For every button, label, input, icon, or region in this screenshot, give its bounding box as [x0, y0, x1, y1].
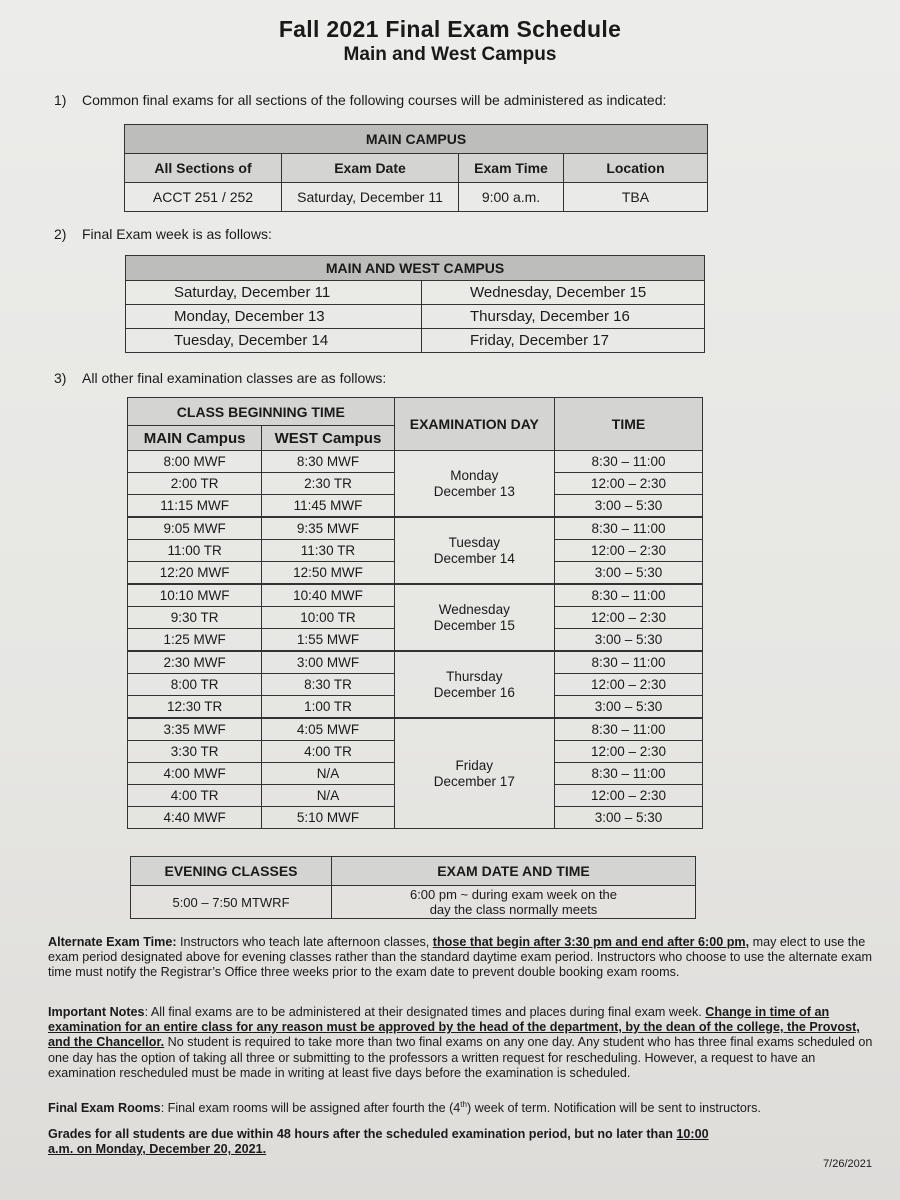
paragraph-text: : Final exam rooms will be assigned after fourth the (4	[160, 1101, 461, 1116]
column-header: Exam Time	[459, 154, 564, 183]
section-number: 2)	[54, 226, 67, 242]
underlined-text: those that begin after 3:30 pm and end after 6:00 pm,	[432, 935, 750, 949]
exam-time: 8:30 – 11:00	[555, 763, 703, 785]
main-campus-table	[124, 124, 708, 212]
paragraph-text: : All final exams are to be administered at their designated times and places during final exam week.	[144, 1005, 706, 1019]
table-heading: MAIN CAMPUS	[125, 125, 708, 154]
table-cell: Saturday, December 11	[126, 281, 422, 305]
exam-day-name: Thursday	[446, 668, 503, 684]
paragraph-label: Alternate Exam Time:	[48, 935, 177, 949]
table-row	[128, 451, 703, 473]
exam-day-name: Monday	[450, 467, 499, 483]
main-campus-time: 2:00 TR	[128, 473, 262, 495]
west-campus-time: N/A	[262, 785, 394, 807]
column-header: Location	[564, 154, 708, 183]
examination-day-header: EXAMINATION DAY	[394, 398, 554, 451]
west-campus-time: 9:35 MWF	[262, 517, 394, 540]
table-cell: 6:00 pm ~ during exam week on the day the class normally meets	[332, 886, 696, 919]
exam-day-date: December 17	[433, 773, 515, 789]
main-campus-time: 9:30 TR	[128, 607, 262, 629]
main-campus-time: 3:35 MWF	[128, 718, 262, 741]
main-campus-header: MAIN Campus	[128, 426, 262, 451]
paragraph-text: may elect to use the exam period designated above for evening classes rather than the standard daytime exam period. Instructors who choose to use the alternate exam time must notify the Registrar’s Office three weeks prior to the exam date to prevent double booking exam rooms.	[48, 935, 872, 980]
section-number: 1)	[54, 92, 67, 108]
exam-day-date: December 16	[433, 684, 515, 700]
exam-day-date: December 13	[433, 483, 515, 499]
underlined-text: 10:00 a.m. on Monday, December 20, 2021.	[48, 1127, 709, 1157]
paragraph-label: Final Exam Rooms	[48, 1101, 161, 1116]
main-campus-time: 12:30 TR	[128, 696, 262, 719]
main-campus-time: 8:00 MWF	[128, 451, 262, 473]
west-campus-header: WEST Campus	[262, 426, 394, 451]
exam-time: 3:00 – 5:30	[555, 562, 703, 585]
table-heading: MAIN AND WEST CAMPUS	[126, 256, 705, 281]
main-campus-time: 2:30 MWF	[128, 651, 262, 674]
section-number: 3)	[54, 370, 67, 386]
exam-time: 12:00 – 2:30	[555, 674, 703, 696]
paragraph-text: ) week of term. Notification will be sent to instructors.	[466, 1101, 761, 1116]
section-text: Final Exam week is as follows:	[82, 226, 272, 242]
underlined-text: Change in time of an examination for an entire class for any reason must be approved by the head of the department, by the dean of the college, the Provost, and the Chancellor.	[48, 1005, 860, 1050]
table-cell: Saturday, December 11	[282, 183, 459, 212]
exam-week-table	[125, 255, 705, 353]
exam-day-name: Wednesday	[438, 601, 510, 617]
table-cell: 5:00 – 7:50 MTWRF	[131, 886, 332, 919]
exam-time: 12:00 – 2:30	[555, 785, 703, 807]
examination-day-cell	[394, 718, 554, 829]
table-cell: 9:00 a.m.	[459, 183, 564, 212]
west-campus-time: 2:30 TR	[262, 473, 394, 495]
west-campus-time: 11:30 TR	[262, 540, 394, 562]
paragraph-text: Instructors who teach late afternoon classes,	[176, 935, 433, 949]
west-campus-time: 8:30 TR	[262, 674, 394, 696]
important-notes-paragraph	[48, 1005, 880, 1081]
exam-day-name: Tuesday	[448, 534, 500, 550]
main-campus-time: 9:05 MWF	[128, 517, 262, 540]
main-campus-time: 10:10 MWF	[128, 584, 262, 607]
west-campus-time: 10:40 MWF	[262, 584, 394, 607]
west-campus-time: 1:55 MWF	[262, 629, 394, 652]
main-campus-time: 11:15 MWF	[128, 495, 262, 518]
exam-day-date: December 14	[433, 550, 515, 566]
table-row	[128, 718, 703, 741]
west-campus-time: 10:00 TR	[262, 607, 394, 629]
main-campus-time: 8:00 TR	[128, 674, 262, 696]
exam-time: 8:30 – 11:00	[555, 651, 703, 674]
examination-day-cell	[394, 651, 554, 718]
table-row	[126, 281, 705, 305]
exam-time: 8:30 – 11:00	[555, 718, 703, 741]
table-row	[131, 886, 696, 919]
exam-time: 12:00 – 2:30	[555, 473, 703, 495]
section-3-intro	[54, 370, 386, 386]
table-cell: Thursday, December 16	[422, 305, 705, 329]
exam-day-date: December 15	[433, 617, 515, 633]
main-campus-time: 4:00 TR	[128, 785, 262, 807]
exam-day-name: Friday	[455, 757, 494, 773]
main-campus-time: 12:20 MWF	[128, 562, 262, 585]
exam-time: 12:00 – 2:30	[555, 741, 703, 763]
examination-day-cell	[394, 451, 554, 518]
table-row	[128, 651, 703, 674]
main-campus-time: 4:00 MWF	[128, 763, 262, 785]
alternate-exam-time-paragraph	[48, 935, 880, 981]
grades-paragraph	[48, 1127, 728, 1157]
paragraph-text: Grades for all students are due within 48 hours after the scheduled examination period, but no later than	[48, 1127, 677, 1141]
section-2-intro	[54, 226, 272, 242]
paragraph-label: Important Notes	[48, 1005, 145, 1019]
superscript: th	[460, 1100, 467, 1109]
class-schedule-table	[127, 397, 703, 829]
main-campus-time: 1:25 MWF	[128, 629, 262, 652]
table-cell: Friday, December 17	[422, 329, 705, 353]
main-campus-time: 4:40 MWF	[128, 807, 262, 829]
page-subtitle: Main and West Campus	[343, 44, 557, 65]
exam-time: 8:30 – 11:00	[555, 451, 703, 473]
table-cell: TBA	[564, 183, 708, 212]
document-date: 7/26/2021	[823, 1158, 872, 1170]
table-row	[128, 517, 703, 540]
exam-time: 8:30 – 11:00	[555, 584, 703, 607]
exam-time: 3:00 – 5:30	[555, 495, 703, 518]
exam-time: 3:00 – 5:30	[555, 807, 703, 829]
section-1-intro	[54, 92, 666, 108]
west-campus-time: 11:45 MWF	[262, 495, 394, 518]
table-cell: Wednesday, December 15	[422, 281, 705, 305]
column-header: Exam Date	[282, 154, 459, 183]
table-cell: Tuesday, December 14	[126, 329, 422, 353]
exam-time: 12:00 – 2:30	[555, 607, 703, 629]
evening-classes-header: EVENING CLASSES	[131, 857, 332, 886]
west-campus-time: 1:00 TR	[262, 696, 394, 719]
exam-time: 12:00 – 2:30	[555, 540, 703, 562]
table-cell: Monday, December 13	[126, 305, 422, 329]
main-campus-time: 3:30 TR	[128, 741, 262, 763]
table-row	[126, 305, 705, 329]
west-campus-time: 8:30 MWF	[262, 451, 394, 473]
west-campus-time: N/A	[262, 763, 394, 785]
page-title: Fall 2021 Final Exam Schedule	[278, 16, 622, 42]
final-exam-rooms-paragraph	[48, 1097, 880, 1116]
examination-day-cell	[394, 584, 554, 651]
exam-time: 8:30 – 11:00	[555, 517, 703, 540]
west-campus-time: 4:00 TR	[262, 741, 394, 763]
table-row	[128, 584, 703, 607]
exam-time: 3:00 – 5:30	[555, 629, 703, 652]
class-beginning-time-header: CLASS BEGINNING TIME	[128, 398, 395, 426]
examination-day-cell	[394, 517, 554, 584]
west-campus-time: 3:00 MWF	[262, 651, 394, 674]
evening-classes-table	[130, 856, 696, 919]
west-campus-time: 5:10 MWF	[262, 807, 394, 829]
time-header: TIME	[555, 398, 703, 451]
table-row	[125, 183, 708, 212]
section-text: All other final examination classes are as follows:	[82, 370, 387, 386]
column-header: All Sections of	[125, 154, 282, 183]
exam-time: 3:00 – 5:30	[555, 696, 703, 719]
paragraph-text: No student is required to take more than two final exams on any one day. Any student who has three final exams scheduled on one day has the option of taking all three or submitting to the professors a written request for rescheduling. However, a request to have an examination rescheduled must be made in writing at least five days before the examination is scheduled.	[48, 1035, 873, 1080]
exam-date-time-header: EXAM DATE AND TIME	[332, 857, 696, 886]
west-campus-time: 4:05 MWF	[262, 718, 394, 741]
west-campus-time: 12:50 MWF	[262, 562, 394, 585]
table-row	[126, 329, 705, 353]
section-text: Common final exams for all sections of the following courses will be administered as indicated:	[82, 92, 667, 108]
table-cell: ACCT 251 / 252	[125, 183, 282, 212]
main-campus-time: 11:00 TR	[128, 540, 262, 562]
